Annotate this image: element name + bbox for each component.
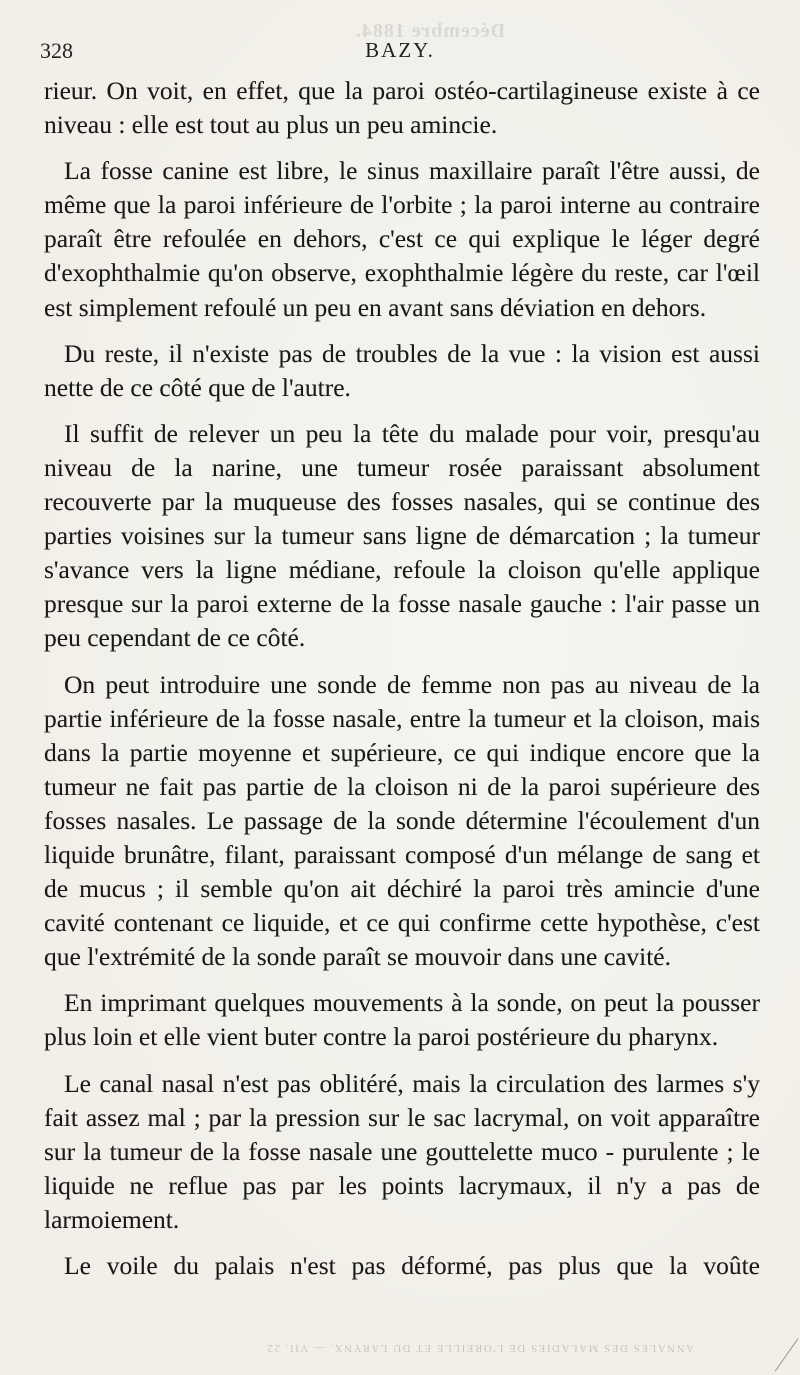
page-number: 328 — [40, 38, 73, 63]
bleed-through-footer: ANNALES DES MALADIES DE L'OREILLE ET DU LARYNX. — VII. 22 — [265, 1342, 695, 1354]
paragraph-8: Le voile du palais n'est pas déformé, pas plus que la voûte — [64, 1251, 760, 1280]
running-title: BAZY. — [365, 38, 435, 62]
paragraph-5: On peut introduire une sonde de femme non pas au niveau de la partie inférieure de la fosse nasale, entre la tumeur et la cloison, mais dans la partie moyenne et supérieure, ce qui indique encore que la tumeur ne fait pas partie de la cloison ni de la paroi supérieure des fosses nasales. Le passage de la sonde détermine l'écoulement d'un liquide brunâtre, filant, paraissant composé d'un mélange de sang et de mucus ; il semble qu'on ait déchiré la paroi très amincie d'une cavité contenant ce liquide, et ce qui confirme cette hypothèse, c'est que l'extrémité de la sonde paraît se mouvoir dans une cavité. — [44, 669, 760, 972]
page-crease — [767, 1332, 799, 1371]
paragraph-2: La fosse canine est libre, le sinus maxillaire paraît l'être aussi, de même que la paroi inférieure de l'orbite ; la paroi interne au contraire paraît être refoulée en dehors, c'est ce qui explique le léger degré d'exophthalmie qu'on observe, exophthalmie légère du reste, car l'œil est simplement refoulé un peu en avant sans déviation en dehors. — [44, 156, 760, 322]
paragraph-7: Le canal nasal n'est pas oblitéré, mais la circulation des larmes s'y fait assez mal ; par la pression sur le sac lacrymal, on voit apparaître sur la tumeur de la fosse nasale une gouttelette muco - purulente ; le liquide ne reflue pas par les points lacrymaux, il n'y a pas de larmoiement. — [44, 1068, 760, 1234]
paragraph-1: rieur. On voit, en effet, que la paroi ostéo-cartilagineuse existe à ce niveau : elle est tout au plus un peu amincie. — [44, 76, 760, 140]
paragraph-6: En imprimant quelques mouvements à la sonde, on peut la pousser plus loin et elle vient buter contre la paroi postérieure du pharynx. — [44, 988, 760, 1052]
paragraph-3: Du reste, il n'existe pas de troubles de la vue : la vision est aussi nette de ce côté que de l'autre. — [44, 338, 760, 402]
paragraph-4: Il suffit de relever un peu la tête du malade pour voir, presqu'au niveau de la narine, une tumeur rosée paraissant absolument recouverte par la muqueuse des fosses nasales, qui se continue des parties voisines sur la tumeur sans ligne de démarcation ; la tumeur s'avance vers la ligne médiane, refoule la cloison qu'elle applique presque sur la paroi externe de la fosse nasale gauche : l'air passe un peu cependant de ce côté. — [44, 418, 760, 653]
running-head — [40, 38, 760, 68]
body-text — [44, 74, 760, 1295]
bleed-through-header: Décembre 1884. — [354, 20, 506, 42]
